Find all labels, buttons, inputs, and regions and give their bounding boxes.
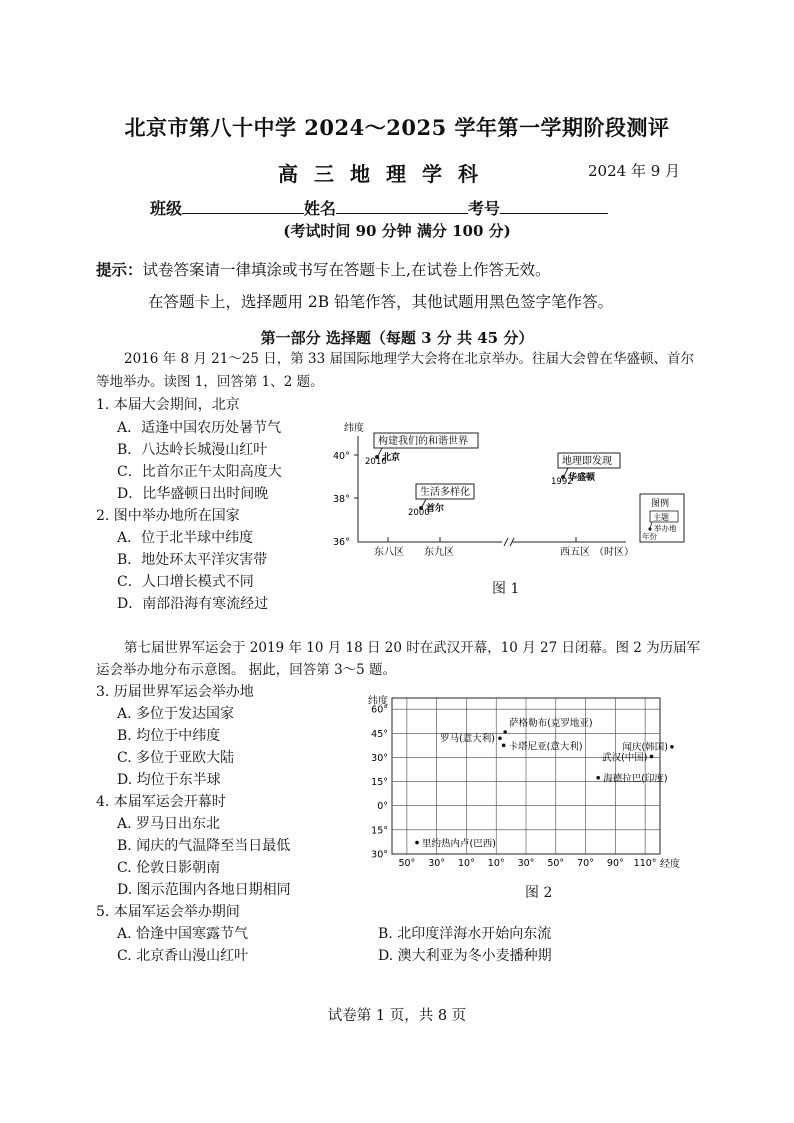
q4-option-b: B. 闻庆的气温降至当日最低: [117, 838, 291, 854]
fig1-xtick-label-e8: 东八区: [374, 547, 404, 558]
fig2-point-label: 罗马(意大利): [440, 733, 495, 745]
fig1-seoul-city: 首尔: [426, 504, 445, 514]
q2-option-d: D．南部沿海有寒流经过: [117, 596, 269, 612]
fig1-beijing-city: 北京: [382, 453, 401, 463]
student-info-row: [150, 196, 608, 219]
id-label: 考号: [468, 199, 501, 218]
q5-stem: 5. 本届军运会举办期间: [96, 904, 240, 920]
q1-option-c: C．比首尔正午太阳高度大: [117, 464, 282, 480]
intro1-line2: 等地举办。读图 1，回答第 1、2 题。: [96, 374, 324, 390]
fig2-xtick-label: 10°: [487, 858, 505, 869]
q5-option-d: D. 澳大利亚为冬小麦播种期: [378, 948, 552, 964]
fig1-washington-city: 华盛顿: [568, 473, 596, 483]
q2-option-a: A．位于北半球中纬度: [117, 530, 254, 546]
fig1-ylabel: 纬度: [344, 423, 364, 434]
fig1-beijing-theme: 构建我们的和谐世界: [378, 436, 468, 447]
intro1-line1: 2016 年 8 月 21～25 日，第 33 届国际地理学大会将在北京举办。往届大会曾在华盛顿、首尔: [124, 351, 695, 367]
figure-1: [330, 418, 700, 563]
name-blank[interactable]: [336, 199, 468, 214]
fig1-legend-point: [648, 527, 651, 530]
fig2-xtick-label: 90°: [606, 858, 624, 869]
q3-option-d: D. 均位于东半球: [117, 772, 221, 788]
page-footer: 试卷第 1 页，共 8 页: [327, 1008, 467, 1024]
fig2-xtick-label: 50°: [547, 858, 565, 869]
q2-option-c: C．人口增长模式不同: [117, 574, 254, 590]
q1-option-d: D．比华盛顿日出时间晚: [117, 486, 269, 502]
fig2-ytick-label: 30°: [371, 849, 388, 861]
fig1-xtick-label-e9: 东九区: [424, 547, 454, 558]
fig2-point-label: 卡塔尼亚(意大利): [508, 741, 583, 753]
part1-title: 第一部分 选择题（每题 3 分 共 45 分）: [260, 329, 534, 347]
q1-stem: 1. 本届大会期间，北京: [96, 397, 240, 413]
fig2-ytick-label: 15°: [371, 777, 388, 789]
fig2-point: [650, 755, 654, 759]
exam-date: 2024 年 9 月: [588, 162, 681, 180]
fig2-ytick-label: 0°: [377, 801, 388, 813]
fig2-xtick-label: 70°: [577, 858, 594, 869]
fig2-point: [502, 744, 506, 748]
fig1-legend-title: 图例: [651, 499, 670, 509]
fig1-xtick-label-w5: 西五区: [560, 547, 590, 558]
q3-stem: 3. 历届世界军运会举办地: [96, 684, 254, 700]
q5-option-a: A. 恰逢中国寒露节气: [117, 926, 249, 942]
intro2-line2: 运会举办地分布示意图。 据此，回答第 3～5 题。: [96, 662, 397, 678]
tip-line-2: 在答题卡上，选择题用 2B 铅笔作答，其他试题用黑色签字笔作答。: [148, 293, 614, 311]
q5-option-b: B. 北印度洋海水开始向东流: [378, 926, 552, 942]
fig2-xlabel: 经度: [660, 859, 680, 870]
class-label: 班级: [150, 199, 183, 218]
fig1-legend-theme: 主题: [653, 513, 669, 522]
tip-label: 提示：: [96, 260, 143, 279]
figure-2-caption: 图 2: [525, 885, 553, 901]
fig2-ytick-label: 60°: [371, 704, 388, 716]
fig1-ytick-label-38: 38°: [333, 494, 350, 505]
fig1-xtick-label-unit: （时区）: [594, 547, 634, 558]
fig2-xtick-label: 50°: [398, 858, 416, 869]
fig2-point-label: 海德拉巴(印度): [603, 773, 668, 785]
fig1-washington-year: 1992: [551, 477, 573, 487]
fig2-ytick-label: 30°: [371, 752, 388, 764]
q2-option-b: B．地处环太平洋灾害带: [117, 552, 268, 568]
fig2-point: [596, 776, 600, 780]
q3-option-c: C. 多位于亚欧大陆: [117, 750, 235, 766]
fig1-legend-year: 年份: [642, 532, 657, 541]
q4-stem: 4. 本届军运会开幕时: [96, 794, 226, 810]
figure-2-chart: [364, 690, 684, 872]
fig1-seoul-year: 2000: [408, 508, 430, 518]
tip-line-1: 提示：试卷答案请一律填涂或书写在答题卡上,在试卷上作答无效。: [96, 260, 551, 279]
q4-option-d: D. 图示范围内各地日期相同: [117, 882, 291, 898]
fig2-ytick-label: 45°: [371, 728, 388, 740]
fig1-washington-theme: 地理即发现: [562, 456, 612, 467]
name-label: 姓名: [304, 199, 337, 218]
q2-stem: 2. 图中举办地所在国家: [96, 508, 240, 524]
fig2-point-label: 里约热内卢(巴西): [422, 838, 496, 850]
fig2-point: [498, 736, 502, 740]
q1-option-b: B．八达岭长城漫山红叶: [117, 442, 268, 458]
fig1-legend-host: 举办地: [654, 524, 677, 533]
id-blank[interactable]: [500, 199, 608, 214]
q3-option-a: A. 多位于发达国家: [117, 706, 235, 722]
q4-option-a: A. 罗马日出东北: [117, 816, 221, 832]
fig2-point-label: 萨格勒布(克罗地亚): [509, 717, 593, 729]
fig1-ytick-label-40: 40°: [333, 451, 350, 462]
class-blank[interactable]: [182, 199, 304, 214]
subject-title: 高三地理学科: [278, 162, 494, 186]
intro2-line1: 第七届世界军运会于 2019 年 10 月 18 日 20 时在武汉开幕，10 月 27 日闭幕。图 2 为历届军: [124, 640, 701, 656]
fig2-xtick-label: 10°: [458, 858, 475, 869]
fig2-point-label: 武汉(中国): [602, 752, 648, 764]
exam-duration: (考试时间 90 分钟 满分 100 分): [283, 222, 511, 240]
q1-option-a: A．适逢中国农历处暑节气: [117, 420, 282, 436]
fig2-point: [415, 841, 419, 845]
fig1-axis-break-1: [504, 538, 508, 546]
fig2-xtick-label: 30°: [428, 858, 446, 869]
figure-1-caption: 图 1: [492, 581, 520, 597]
q4-option-c: C. 伦敦日影朝南: [117, 860, 221, 876]
fig2-point: [670, 745, 674, 749]
fig2-point: [503, 730, 507, 734]
fig2-xtick-label: 30°: [517, 858, 535, 869]
fig2-point-label: 闻庆(韩国): [622, 741, 668, 753]
q5-option-c: C. 北京香山漫山红叶: [117, 948, 249, 964]
q3-option-b: B. 均位于中纬度: [117, 728, 221, 744]
fig1-ytick-label-36: 36°: [333, 537, 350, 548]
fig2-ylabel: 纬度: [368, 696, 388, 707]
exam-title: 北京市第八十中学 2024～2025 学年第一学期阶段测评: [124, 115, 670, 140]
fig1-seoul-theme: 生活多样化: [420, 487, 470, 498]
fig2-xtick-label: 110°: [633, 858, 657, 869]
fig1-beijing-year: 2016: [365, 457, 387, 467]
fig2-ytick-label: 15°: [371, 825, 388, 837]
